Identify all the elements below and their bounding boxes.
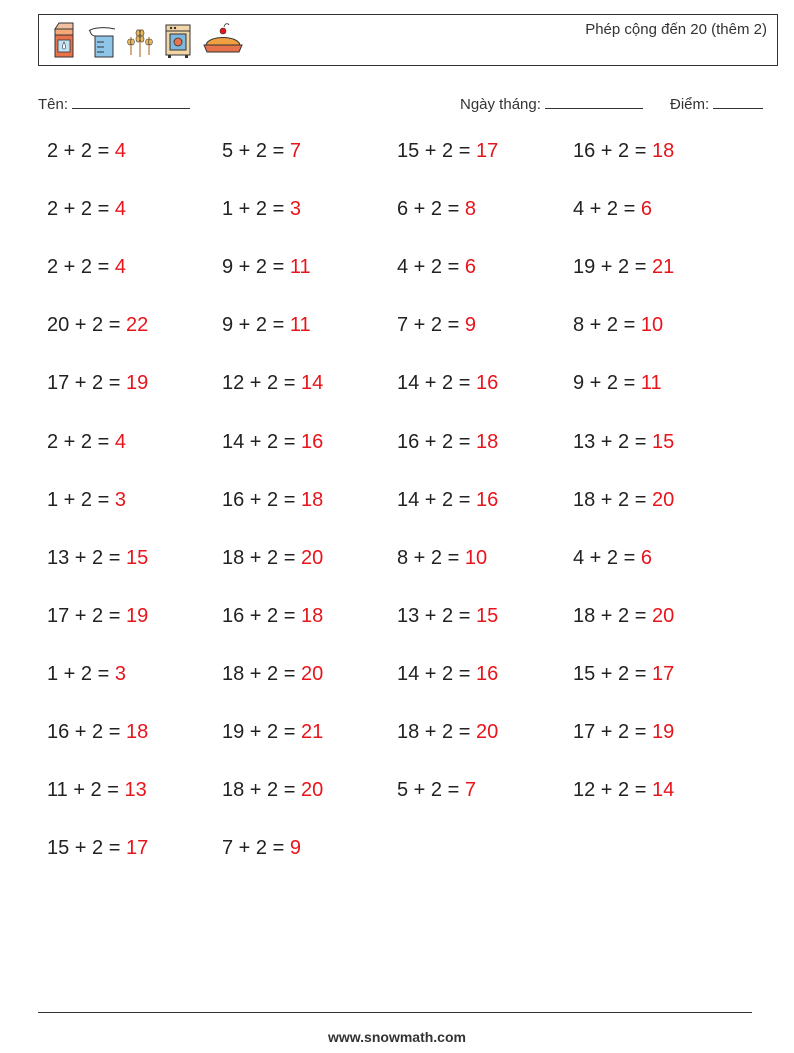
problem-question: 7 + 2 = [222,837,290,860]
problem-question: 9 + 2 = [222,314,290,337]
problem-answer: 16 [475,372,499,395]
problem-question: 14 + 2 = [222,430,301,453]
problem-item [573,721,674,744]
problem-answer: 20 [651,604,675,627]
problem-question: 5 + 2 = [222,140,290,162]
problem-item [222,837,301,860]
problem-question: 2 + 2 = [47,198,115,221]
pie-icon [201,21,245,59]
problem-answer: 17 [475,140,499,162]
problem-answer: 9 [289,837,301,860]
problem-item [222,372,323,395]
problem-item [47,314,148,337]
problem-item [222,431,323,454]
problem-question: 8 + 2 = [397,546,465,569]
problem-item [222,779,323,802]
problem-question: 13 + 2 = [397,604,476,627]
problem-item [222,663,323,686]
problem-answer: 20 [475,721,499,743]
problem-answer: 3 [114,662,126,685]
problem-item [47,605,148,628]
milk-carton-icon [49,21,79,59]
problem-question: 14 + 2 = [397,488,476,511]
problem-item [47,779,147,802]
problem-question: 18 + 2 = [222,662,301,685]
score-blank[interactable] [713,94,763,109]
problem-answer: 6 [464,256,476,279]
problem-question: 16 + 2 = [397,430,476,453]
footer-divider [38,1012,752,1013]
problem-item [397,605,498,628]
footer-url: www.snowmath.com [328,1029,466,1045]
problem-question: 12 + 2 = [222,372,301,395]
problem-answer: 18 [475,430,499,453]
problem-answer: 8 [464,198,476,221]
problem-answer: 16 [300,430,324,453]
problem-question: 12 + 2 = [573,779,652,802]
problem-answer: 13 [124,779,147,802]
problem-answer: 10 [640,314,664,337]
problem-answer: 20 [300,662,324,685]
problem-answer: 22 [125,314,149,337]
problem-question: 14 + 2 = [397,662,476,685]
problem-item [397,140,498,163]
problem-answer: 9 [464,314,476,337]
wheat-icon [125,21,155,59]
problem-answer: 21 [300,721,324,743]
problem-question: 1 + 2 = [47,662,115,685]
problem-answer: 3 [289,198,301,221]
score-label: Điểm: [670,96,710,113]
problem-question: 2 + 2 = [47,430,115,453]
worksheet-title: Phép cộng đến 20 (thêm 2) [585,21,767,38]
problem-question: 17 + 2 = [573,721,652,743]
problem-item [47,372,148,395]
problem-answer: 15 [651,430,675,453]
oven-icon [163,21,193,59]
problem-answer: 18 [300,488,324,511]
problem-item [397,779,476,802]
problem-answer: 7 [464,779,476,802]
problem-question: 5 + 2 = [397,779,465,802]
problem-item [397,721,498,744]
name-label: Tên: [38,96,69,113]
problem-item [397,431,498,454]
problem-item [47,198,126,221]
problem-item [397,372,498,395]
problem-question: 9 + 2 = [573,372,641,395]
problem-answer: 18 [651,140,675,162]
problem-item [222,314,311,337]
problem-answer: 21 [651,256,675,279]
problem-question: 13 + 2 = [47,546,126,569]
problem-item [573,256,674,279]
problem-question: 14 + 2 = [397,372,476,395]
problem-item [47,837,148,860]
date-label: Ngày tháng: [460,96,541,113]
problem-answer: 4 [114,430,126,453]
problem-answer: 10 [464,546,488,569]
problem-answer: 16 [475,488,499,511]
problem-answer: 19 [125,604,149,627]
problem-item [222,198,301,221]
problem-item [397,663,498,686]
problem-item [222,547,323,570]
problem-question: 8 + 2 = [573,314,641,337]
problem-item [47,431,126,454]
problem-question: 13 + 2 = [573,430,652,453]
problem-question: 15 + 2 = [47,837,126,860]
measuring-jug-icon [87,21,117,59]
problem-question: 11 + 2 = [47,779,125,802]
problem-answer: 16 [475,662,499,685]
problem-question: 2 + 2 = [47,256,115,279]
problem-answer: 19 [651,721,675,743]
problem-answer: 20 [300,546,324,569]
score-field[interactable] [670,94,763,113]
problem-question: 16 + 2 = [222,604,301,627]
problem-item [222,140,301,163]
problem-item [573,140,674,163]
problem-answer: 19 [125,372,149,395]
problem-answer: 6 [640,198,652,221]
problem-item [47,256,126,279]
problem-question: 16 + 2 = [573,140,652,162]
problem-question: 16 + 2 = [222,488,301,511]
problem-answer: 4 [114,198,126,221]
problem-question: 1 + 2 = [222,198,290,221]
problem-answer: 18 [125,721,149,743]
problem-question: 17 + 2 = [47,372,126,395]
header-icons [49,21,245,59]
date-field[interactable] [460,94,643,113]
problem-answer: 4 [114,140,126,162]
worksheet-header [38,14,778,66]
problem-question: 4 + 2 = [397,256,465,279]
problem-question: 7 + 2 = [397,314,465,337]
problem-question: 15 + 2 = [573,662,652,685]
problem-item [573,314,663,337]
problem-item [47,547,148,570]
problem-item [397,256,476,279]
problem-item [397,547,487,570]
problem-question: 17 + 2 = [47,604,126,627]
problem-answer: 18 [300,604,324,627]
problem-item [573,198,652,221]
problem-item [222,605,323,628]
problem-question: 19 + 2 = [222,721,301,743]
name-blank[interactable] [72,94,190,109]
problem-item [397,314,476,337]
problem-item [573,372,662,395]
problem-question: 19 + 2 = [573,256,652,279]
problem-answer: 11 [289,256,311,279]
problem-answer: 20 [651,488,675,511]
problem-question: 18 + 2 = [573,604,652,627]
problem-question: 1 + 2 = [47,488,115,511]
problem-item [47,140,126,163]
problem-question: 2 + 2 = [47,140,115,162]
date-blank[interactable] [545,94,643,109]
problem-question: 20 + 2 = [47,314,126,337]
problem-item [573,547,652,570]
problem-question: 18 + 2 = [222,779,301,802]
problem-item [573,605,674,628]
problem-answer: 17 [651,662,675,685]
problem-answer: 17 [125,837,149,860]
problem-question: 15 + 2 = [397,140,476,162]
problem-question: 4 + 2 = [573,546,641,569]
problem-answer: 14 [651,779,675,802]
problem-question: 16 + 2 = [47,721,126,743]
problem-item [573,779,674,802]
problem-item [47,721,148,744]
problem-answer: 7 [289,140,301,162]
problem-item [573,663,674,686]
problem-answer: 6 [640,546,652,569]
problem-question: 18 + 2 = [222,546,301,569]
problem-item [222,256,311,279]
problem-question: 4 + 2 = [573,198,641,221]
name-field[interactable] [38,94,190,113]
problem-question: 6 + 2 = [397,198,465,221]
problem-question: 9 + 2 = [222,256,290,279]
problem-question: 18 + 2 = [573,488,652,511]
problem-answer: 4 [114,256,126,279]
problem-answer: 15 [125,546,149,569]
problem-answer: 14 [300,372,324,395]
problem-answer: 11 [289,314,311,337]
problem-item [222,721,323,744]
problem-item [47,663,126,686]
problem-item [573,431,674,454]
problem-answer: 15 [475,604,499,627]
problem-item [47,489,126,512]
problem-item [222,489,323,512]
problem-item [397,198,476,221]
problem-answer: 20 [300,779,324,802]
problem-item [573,489,674,512]
problem-answer: 11 [640,372,662,395]
problem-answer: 3 [114,488,126,511]
problem-question: 18 + 2 = [397,721,476,743]
problem-item [397,489,498,512]
